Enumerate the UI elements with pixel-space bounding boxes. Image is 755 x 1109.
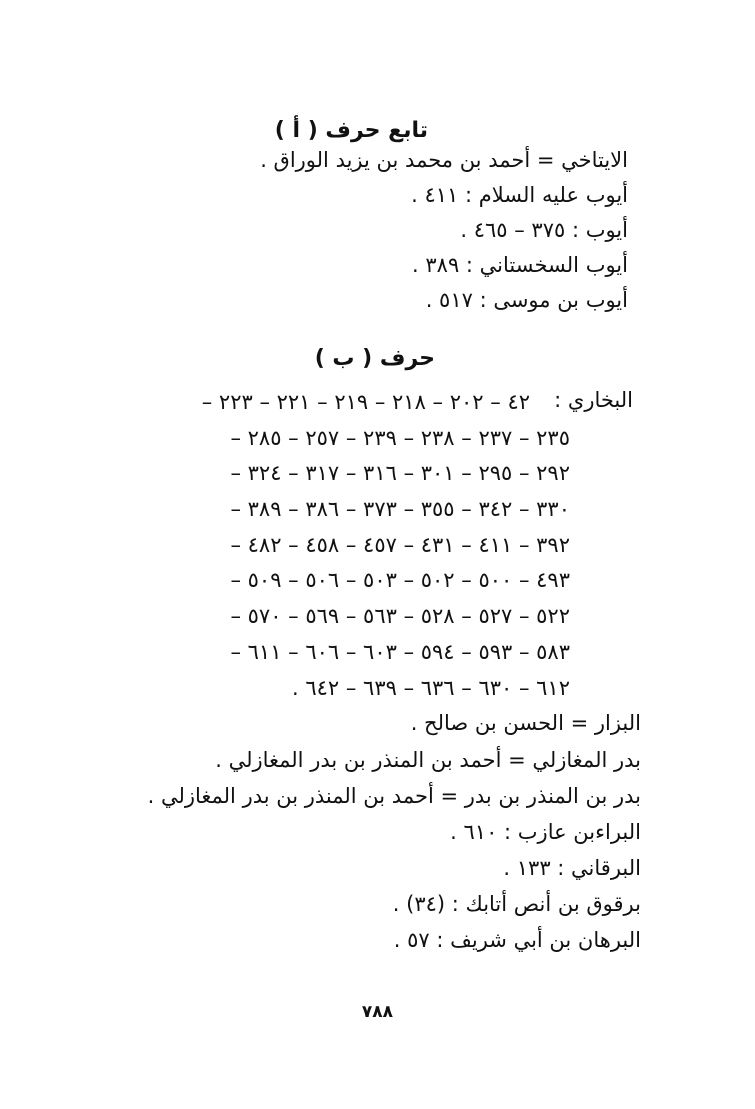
index-entry: أيوب عليه السلام : ٤١١ . xyxy=(411,183,628,207)
bukhari-page-list: ٥٢٢ – ٥٢٧ – ٥٢٨ – ٥٦٣ – ٥٦٩ – ٥٧٠ – xyxy=(230,604,570,628)
bukhari-page-list: ٣٩٢ – ٤١١ – ٤٣١ – ٤٥٧ – ٤٥٨ – ٤٨٢ – xyxy=(230,533,570,557)
page-number: ٧٨٨ xyxy=(361,1002,394,1022)
index-entry: برقوق بن أنص أتابك : (٣٤) . xyxy=(392,892,641,916)
index-entry: بدر المغازلي = أحمد بن المنذر بن بدر المغازلي . xyxy=(215,748,641,772)
index-entry: البرهان بن أبي شريف : ٥٧ . xyxy=(393,928,641,952)
bukhari-label: البخاري : xyxy=(554,388,633,412)
index-entry: البرقاني : ١٣٣ . xyxy=(503,856,641,880)
index-entry: أيوب : ٣٧٥ – ٤٦٥ . xyxy=(460,218,628,242)
index-entry: بدر بن المنذر بن بدر = أحمد بن المنذر بن بدر المغازلي . xyxy=(147,784,641,808)
bukhari-page-list: ٦١٢ – ٦٣٠ – ٦٣٦ – ٦٣٩ – ٦٤٢ . xyxy=(291,676,570,700)
section-a-heading: تابع حرف ( أ ) xyxy=(274,118,428,143)
index-entry: البزار = الحسن بن صالح . xyxy=(410,711,641,735)
index-entry: أيوب السخستاني : ٣٨٩ . xyxy=(412,253,628,277)
bukhari-page-list: ٣٣٠ – ٣٤٢ – ٣٥٥ – ٣٧٣ – ٣٨٦ – ٣٨٩ – xyxy=(230,497,570,521)
bukhari-page-list: ٢٩٢ – ٢٩٥ – ٣٠١ – ٣١٦ – ٣١٧ – ٣٢٤ – xyxy=(230,461,570,485)
index-entry: الايتاخي = أحمد بن محمد بن يزيد الوراق . xyxy=(260,148,628,172)
bukhari-page-list: ٤٩٣ – ٥٠٠ – ٥٠٢ – ٥٠٣ – ٥٠٦ – ٥٠٩ – xyxy=(230,568,570,592)
bukhari-page-list: ٢٣٥ – ٢٣٧ – ٢٣٨ – ٢٣٩ – ٢٥٧ – ٢٨٥ – xyxy=(230,426,570,450)
index-entry: البراءبن عازب : ٦١٠ . xyxy=(450,820,641,844)
index-entry: أيوب بن موسى : ٥١٧ . xyxy=(425,288,628,312)
section-b-heading: حرف ( ب ) xyxy=(314,346,435,371)
bukhari-page-list: ٤٢ – ٢٠٢ – ٢١٨ – ٢١٩ – ٢٢١ – ٢٢٣ – xyxy=(201,390,530,414)
bukhari-page-list: ٥٨٣ – ٥٩٣ – ٥٩٤ – ٦٠٣ – ٦٠٦ – ٦١١ – xyxy=(230,640,570,664)
